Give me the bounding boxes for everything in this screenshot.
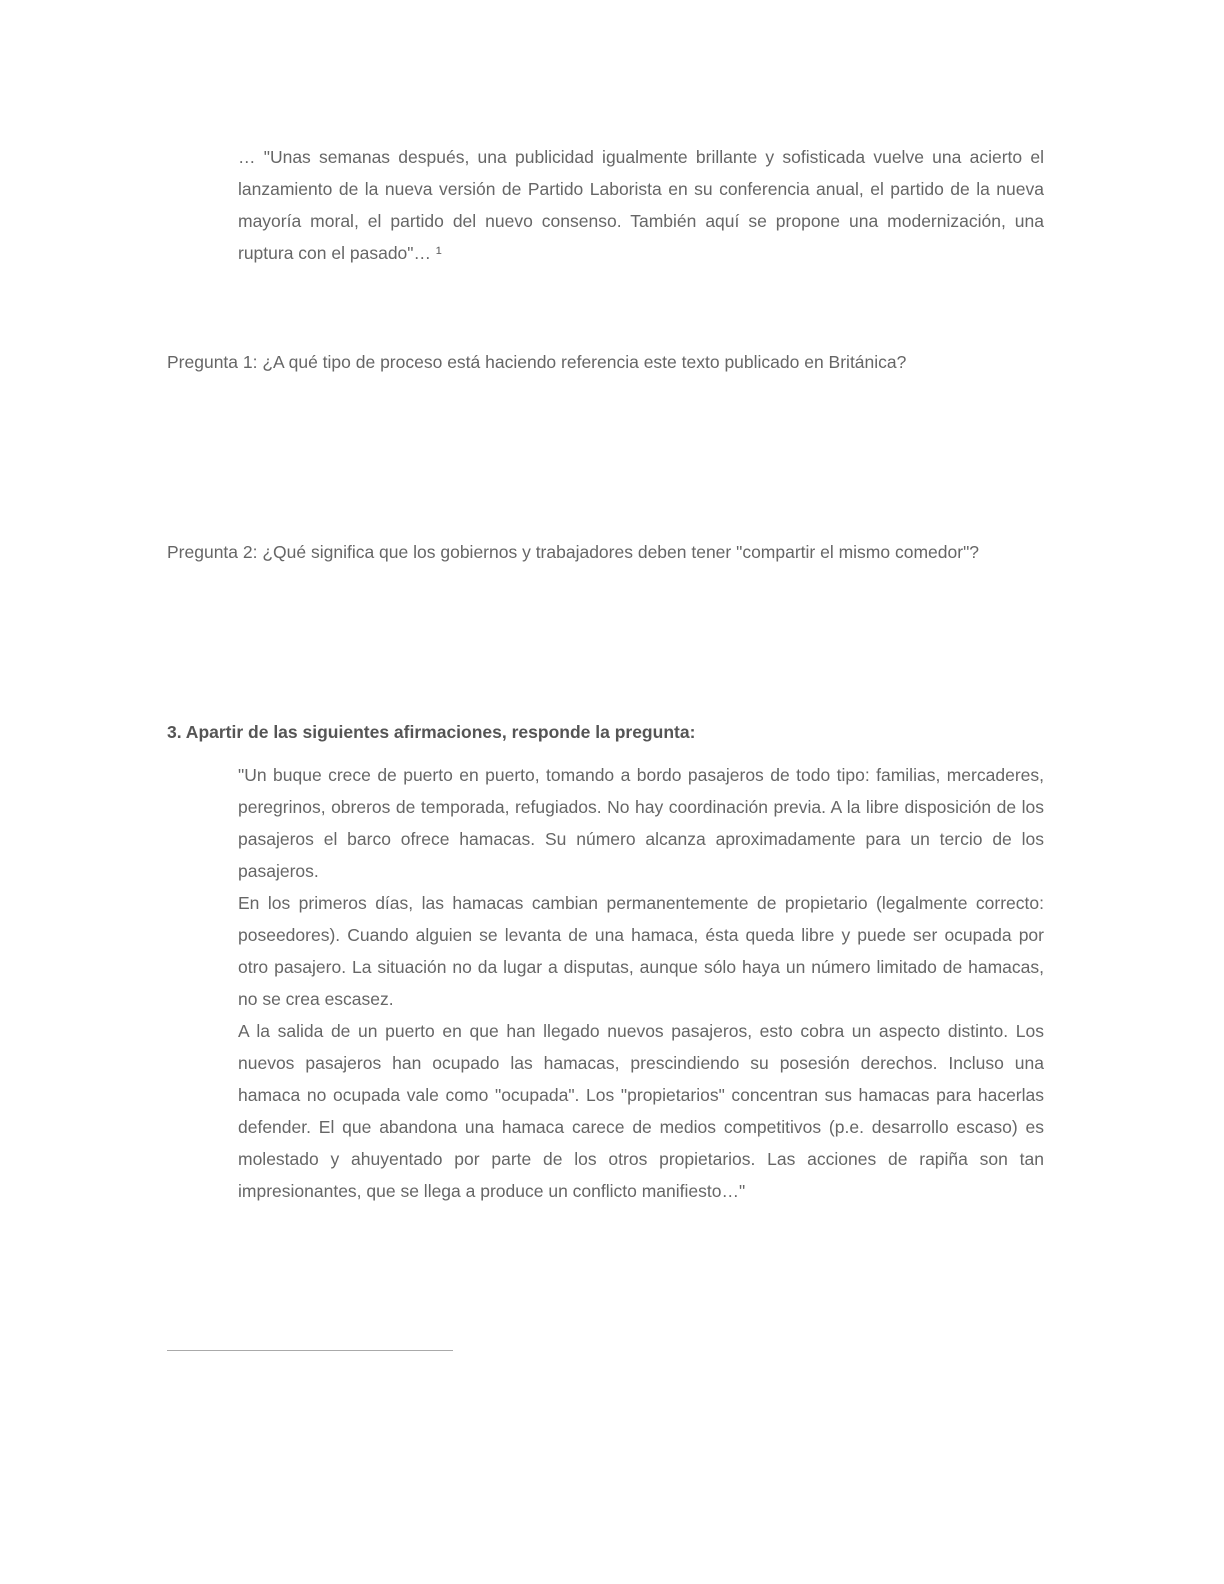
question-text: Pregunta 1: ¿A qué tipo de proceso está haciendo referencia este texto publicado en Británica? [167, 352, 907, 372]
footnote-divider [167, 1350, 453, 1351]
quote-text: … "Unas semanas después, una publicidad igualmente brillante y sofisticada vuelve una acierto el lanzamiento de la nueva versión de Partido Laborista en su conferencia anual, el partido de la nueva mayoría moral, el partido del nuevo consenso. También aquí se propone una modernización, una ruptura con el pasado"… ¹ [238, 147, 1044, 263]
quote-paragraph-1 [238, 141, 1044, 269]
question-text: Pregunta 2: ¿Qué significa que los gobiernos y trabajadores deben tener "compartir el mismo comedor"? [167, 542, 980, 562]
quote-paragraph: A la salida de un puerto en que han llegado nuevos pasajeros, esto cobra un aspecto distinto. Los nuevos pasajeros han ocupado las hamacas, prescindiendo su posesión derechos. Incluso una hamaca no ocupada vale como "ocupada". Los "propietarios" concentran sus hamacas para hacerlas defender. El que abandona una hamaca carece de medios competitivos (p.e. desarrollo escaso) es molestado y ahuyentado por parte de los otros propietarios. Las acciones de rapiña son tan impresionantes, que se llega a produce un conflicto manifiesto…" [238, 1021, 1044, 1201]
quote-paragraph-2 [238, 759, 1044, 1207]
question-1 [167, 346, 1044, 378]
quote-paragraph: En los primeros días, las hamacas cambian permanentemente de propietario (legalmente correcto: poseedores). Cuando alguien se levanta de una hamaca, ésta queda libre y puede ser ocupada por otro pasajero. La situación no da lugar a disputas, aunque sólo haya un número limitado de hamacas, no se crea escasez. [238, 893, 1044, 1009]
question-2 [167, 536, 1044, 568]
quote-paragraph: "Un buque crece de puerto en puerto, tomando a bordo pasajeros de todo tipo: familias, mercaderes, peregrinos, obreros de temporada, refugiados. No hay coordinación previa. A la libre disposición de los pasajeros el barco ofrece hamacas. Su número alcanza aproximadamente para un tercio de los pasajeros. [238, 765, 1044, 881]
section-heading: 3. Apartir de las siguientes afirmaciones, responde la pregunta: [167, 722, 696, 742]
